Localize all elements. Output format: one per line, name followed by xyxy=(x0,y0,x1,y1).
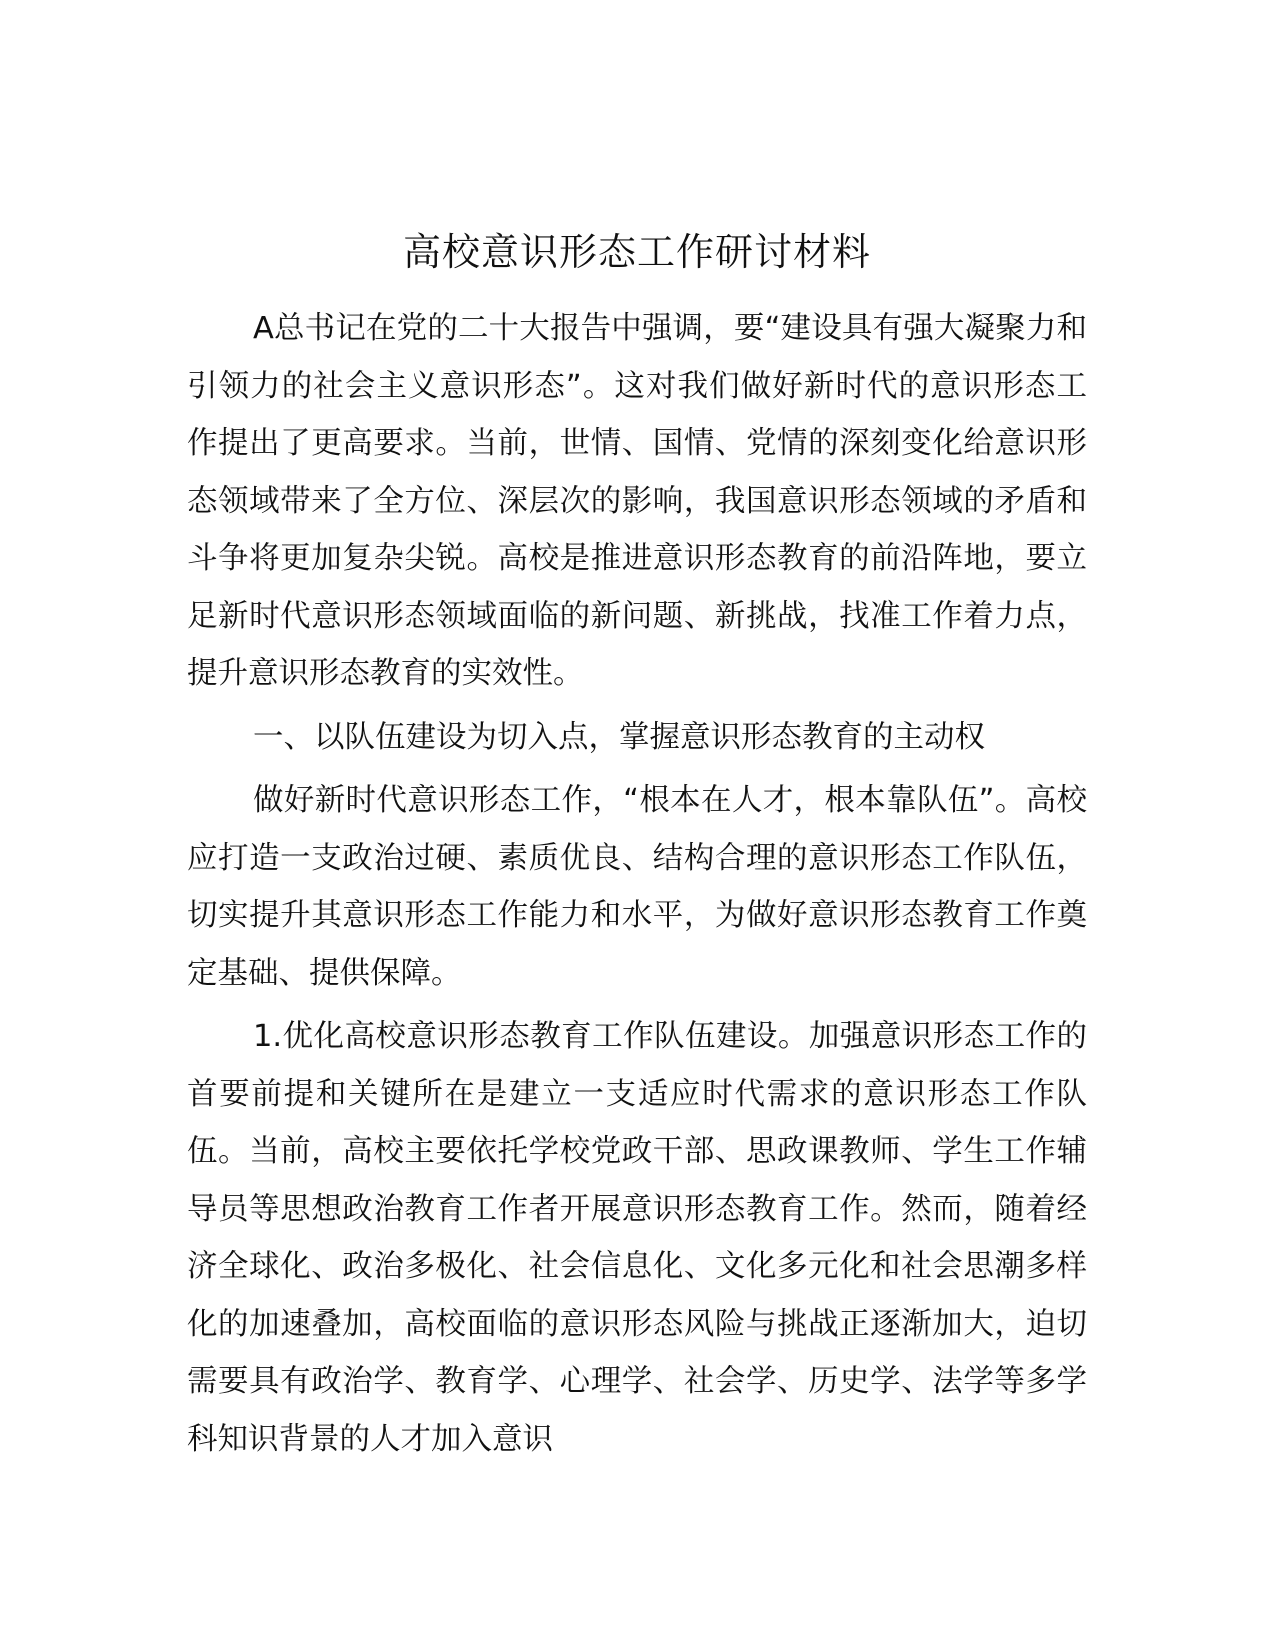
intro-paragraph: A总书记在党的二十大报告中强调，要“建设具有强大凝聚力和引领力的社会主义意识形态”。这对我们做好新时代的意识形态工作提出了更高要求。当前，世情、国情、党情的深刻变化给意识形态领域带来了全方位、深层次的影响，我国意识形态领域的矛盾和斗争将更加复杂尖锐。高校是推进意识形态教育的前沿阵地，要立足新时代意识形态领域面临的新问题、新挑战，找准工作着力点，提升意识形态教育的实效性。 xyxy=(187,311,1087,691)
document-title: 高校意识形态工作研讨材料 xyxy=(402,230,871,274)
section-heading-1: 一、以队伍建设为切入点，掌握意识形态教育的主动权 xyxy=(253,719,985,755)
subsection-1-paragraph: 1.优化高校意识形态教育工作队伍建设。加强意识形态工作的首要前提和关键所在是建立一支适应时代需求的意识形态工作队伍。当前，高校主要依托学校党政干部、思政课教师、学生工作辅导员等思想政治教育工作者开展意识形态教育工作。然而，随着经济全球化、政治多极化、社会信息化、文化多元化和社会思潮多样化的加速叠加，高校面临的意识形态风险与挑战正逐渐加大，迫切需要具有政治学、教育学、心理学、社会学、历史学、法学等多学科知识背景的人才加入意识 xyxy=(187,1019,1087,1457)
section-1-paragraph: 做好新时代意识形态工作，“根本在人才，根本靠队伍”。高校应打造一支政治过硬、素质优良、结构合理的意识形态工作队伍，切实提升其意识形态工作能力和水平，为做好意识形态教育工作奠定基础、提供保障。 xyxy=(187,783,1087,991)
document-body xyxy=(187,222,1087,1474)
